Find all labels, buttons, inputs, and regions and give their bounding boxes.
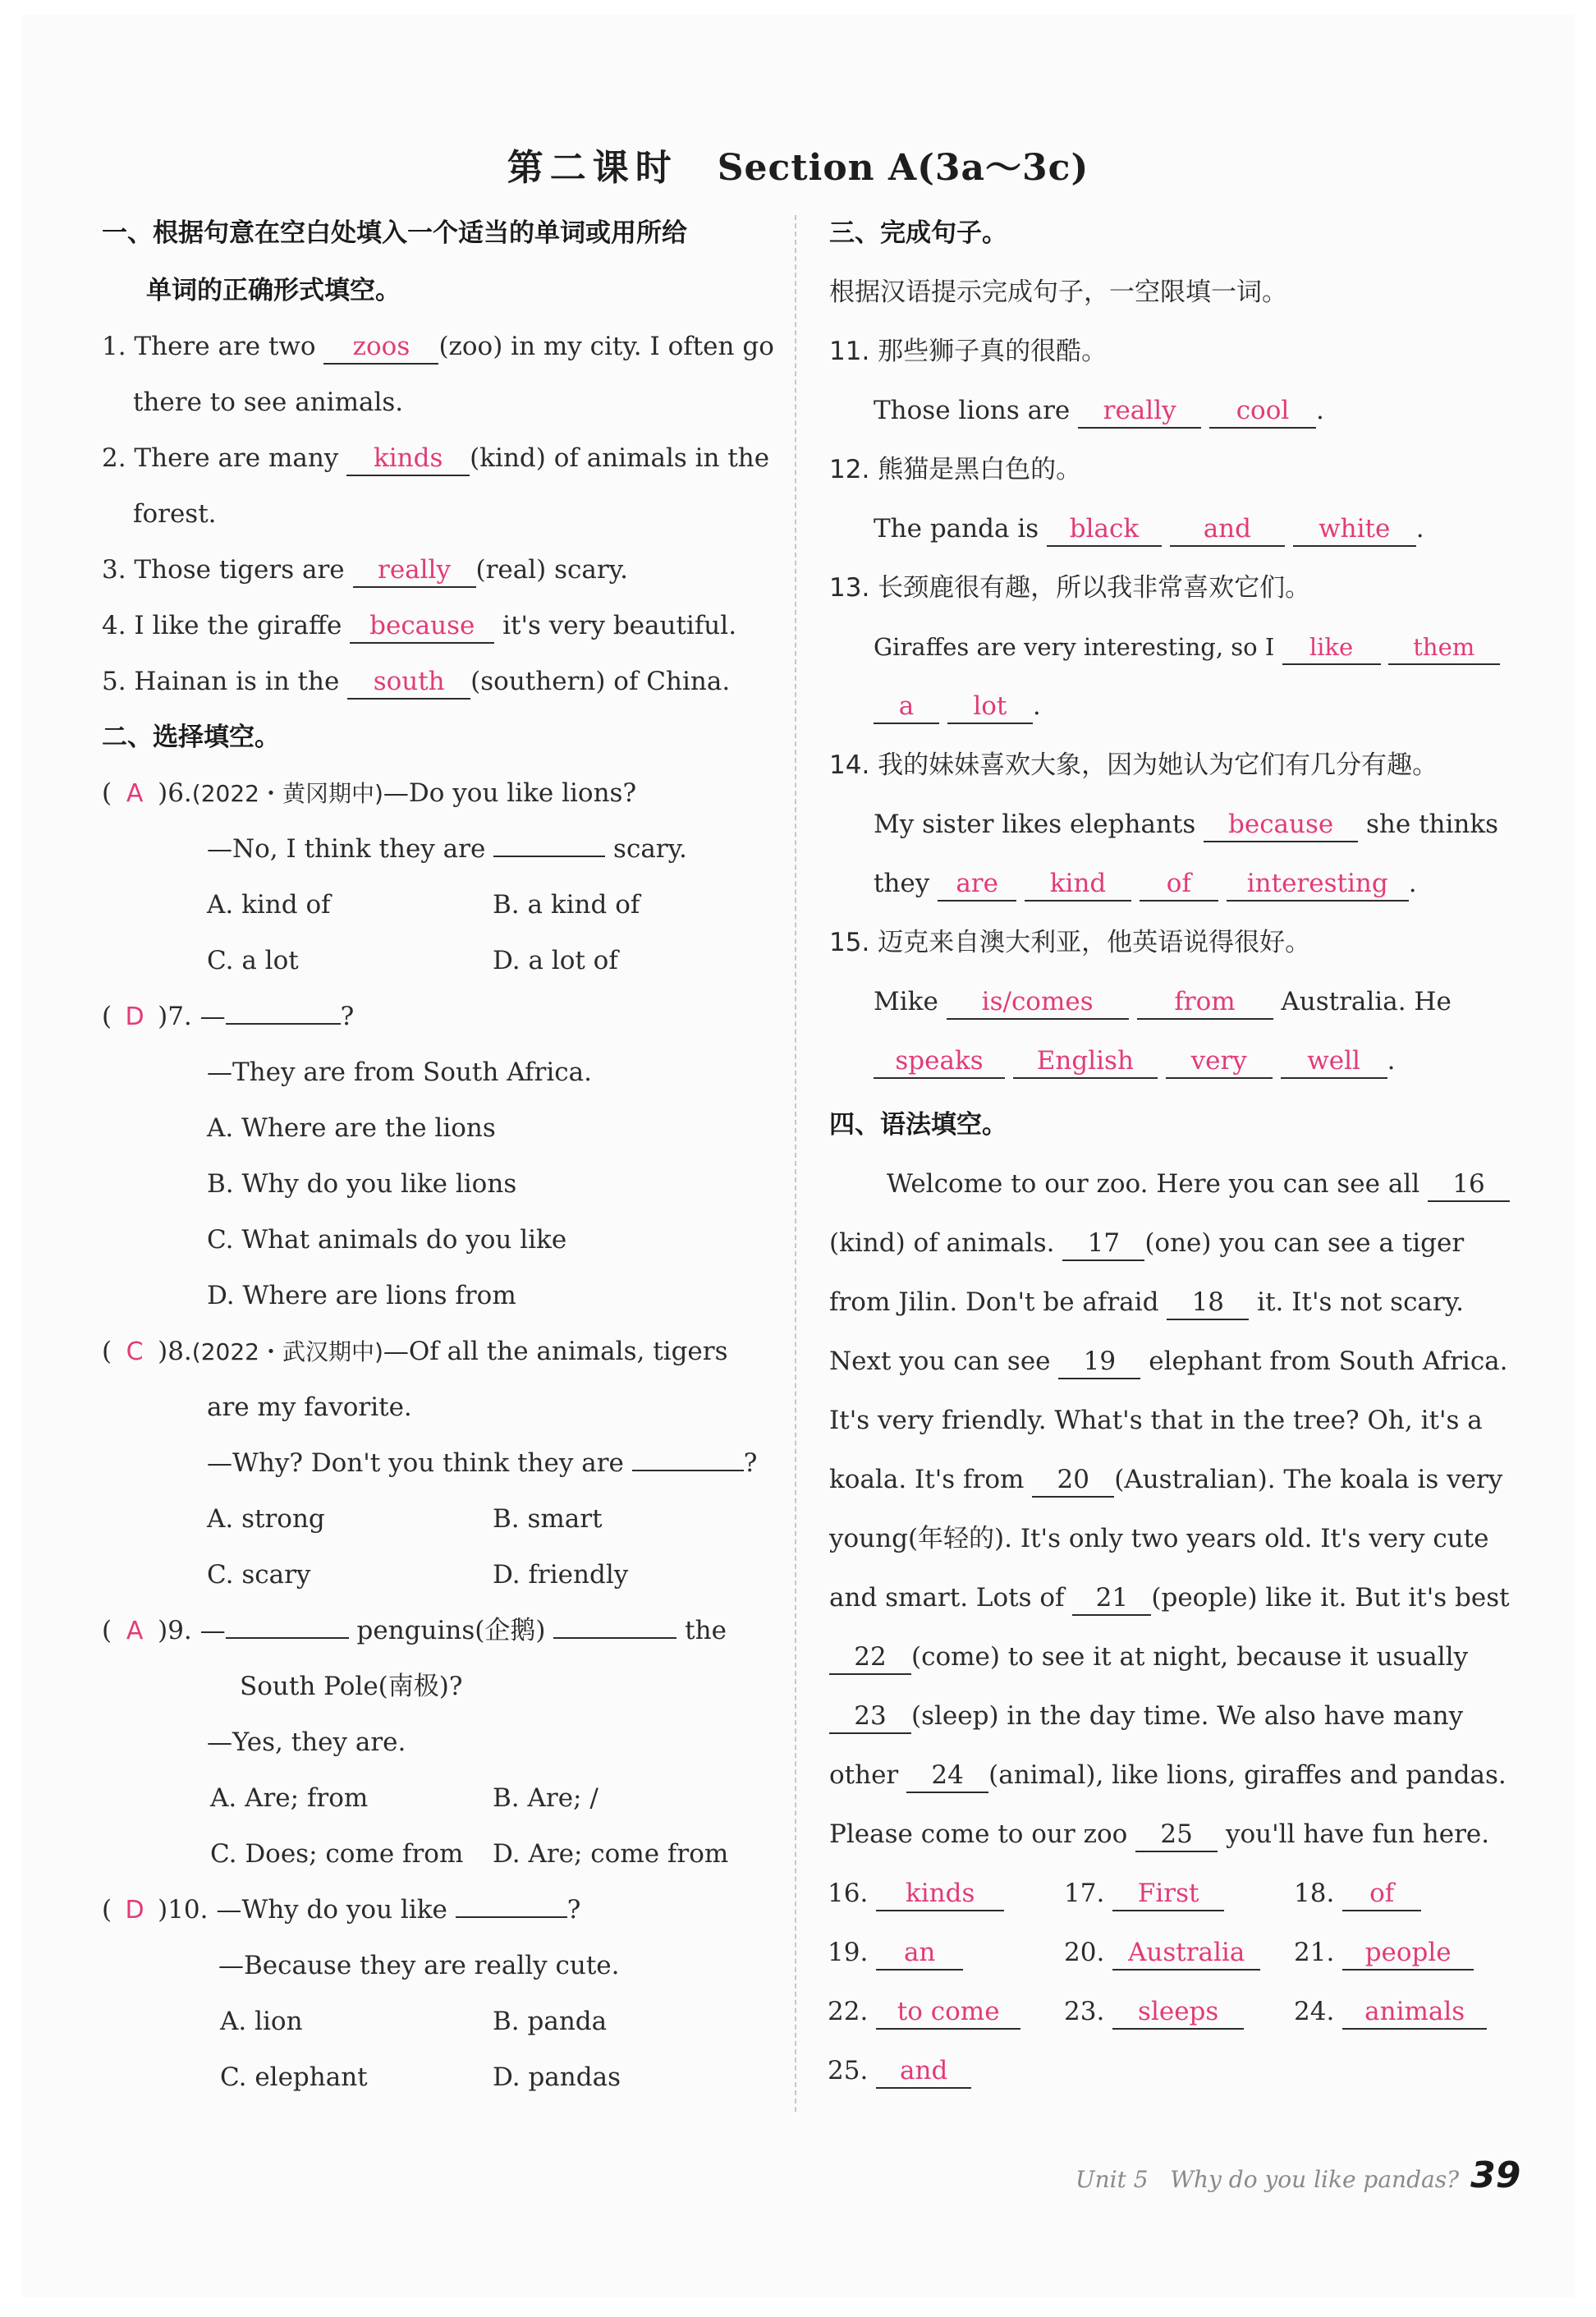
q13-answer-4[interactable]: lot [947, 690, 1033, 724]
q2-line1: 2. There are many kinds (kind) of animals in the [102, 440, 769, 476]
answer-24-value[interactable]: animals [1342, 1995, 1487, 2030]
q10-option-b[interactable]: B. panda [493, 2007, 608, 2036]
q7-option-d[interactable]: D. Where are lions from [207, 1281, 516, 1310]
q15-answer-2[interactable]: from [1137, 985, 1273, 1020]
q1-answer[interactable]: zoos [323, 330, 438, 365]
q13-chinese: 13. 长颈鹿很有趣，所以我非常喜欢它们。 [829, 573, 1311, 603]
answer-21-value[interactable]: people [1342, 1936, 1474, 1971]
q12-answer-2[interactable]: and [1170, 512, 1285, 547]
part4-heading: 四、语法填空。 [829, 1110, 1007, 1140]
passage-line-7: young(年轻的). It's only two years old. It's very cute [829, 1524, 1489, 1553]
q8-option-c[interactable]: C. scary [207, 1560, 311, 1590]
q3-line: 3. Those tigers are really (real) scary. [102, 552, 628, 588]
q8-option-a[interactable]: A. strong [207, 1504, 325, 1534]
q10-choice[interactable]: D [125, 1896, 144, 1925]
answer-22: 22. to come [828, 1994, 1020, 2030]
q4-line: 4. I like the giraffe because it's very beautiful. [102, 608, 736, 644]
q6-option-a[interactable]: A. kind of [207, 890, 331, 920]
footer-unit: Unit 5 [1075, 2166, 1149, 2193]
passage-blank-20: 20 [1032, 1463, 1114, 1498]
q9-option-b[interactable]: B. Are; / [493, 1783, 598, 1813]
q7-blank [226, 1023, 341, 1025]
answer-18: 18. of [1294, 1875, 1421, 1911]
q12-answer-3[interactable]: white [1293, 512, 1416, 547]
passage-line-4: Next you can see 19 elephant from South Africa. [829, 1343, 1508, 1379]
q1-line1: 1. There are two zoos (zoo) in my city. I often go [102, 328, 774, 365]
q3-answer[interactable]: really [353, 553, 476, 588]
passage-blank-21: 21 [1072, 1581, 1151, 1616]
passage-line-2: (kind) of animals. 17 (one) you can see a tiger [829, 1225, 1464, 1261]
q2-answer[interactable]: kinds [346, 442, 470, 476]
q8-line2: are my favorite. [207, 1392, 412, 1422]
passage-blank-24: 24 [906, 1759, 988, 1793]
part2-heading: 二、选择填空。 [102, 723, 280, 752]
q8-line3: —Why? Don't you think they are ? [207, 1448, 758, 1478]
passage-line-11: other 24 (animal), like lions, giraffes and pandas. [829, 1757, 1507, 1793]
q7-stem: ( D )7. — ? [102, 998, 354, 1035]
q5-answer[interactable]: south [347, 665, 470, 700]
q11-answer-2[interactable]: cool [1209, 394, 1316, 429]
q14-chinese: 14. 我的妹妹喜欢大象，因为她认为它们有几分有趣。 [829, 750, 1438, 780]
q7-option-a[interactable]: A. Where are the lions [207, 1113, 496, 1143]
q13-answer-2[interactable]: them [1388, 631, 1500, 665]
passage-blank-16: 16 [1428, 1168, 1510, 1202]
q10-line2: —Because they are really cute. [218, 1951, 620, 1980]
passage-line-10: 23 (sleep) in the day time. We also have many [829, 1698, 1463, 1734]
q13-english-line2: a lot . [874, 688, 1041, 724]
q15-english-line1: Mike is/comes from Australia. He [874, 984, 1452, 1020]
q7-choice[interactable]: D [125, 1003, 144, 1031]
q7-line2: —They are from South Africa. [207, 1058, 592, 1087]
q9-option-a[interactable]: A. Are; from [210, 1783, 369, 1813]
q14-answer-3[interactable]: kind [1025, 867, 1131, 902]
q6-option-b[interactable]: B. a kind of [493, 890, 640, 920]
answer-19-value[interactable]: an [876, 1936, 963, 1971]
answer-17: 17. First [1064, 1875, 1224, 1911]
page-title [0, 138, 1596, 190]
q15-english-line2: speaks English very well . [874, 1043, 1395, 1079]
q13-answer-1[interactable]: like [1282, 631, 1381, 665]
answer-17-value[interactable]: First [1112, 1877, 1224, 1911]
q8-blank [632, 1470, 744, 1471]
q8-option-d[interactable]: D. friendly [493, 1560, 629, 1590]
q11-english: Those lions are really cool . [874, 392, 1324, 429]
passage-blank-19: 19 [1058, 1345, 1140, 1379]
q5-line: 5. Hainan is in the south (southern) of China. [102, 663, 730, 700]
answer-19: 19. an [828, 1934, 963, 1971]
q9-blank-1 [226, 1637, 349, 1639]
answer-20: 20. Australia [1064, 1934, 1260, 1971]
answer-22-value[interactable]: to come [876, 1995, 1020, 2030]
passage-line-9: 22 (come) to see it at night, because it usually [829, 1639, 1468, 1675]
q14-answer-1[interactable]: because [1204, 808, 1358, 842]
lesson-label: 第二课时 [507, 147, 678, 189]
answer-25: 25. and [828, 2053, 971, 2089]
passage-blank-23: 23 [829, 1700, 911, 1734]
answer-23: 23. sleeps [1064, 1994, 1244, 2030]
answer-16: 16. kinds [828, 1875, 1004, 1911]
q14-answer-2[interactable]: are [938, 867, 1016, 902]
passage-line-5: It's very friendly. What's that in the tree? Oh, it's a [829, 1406, 1483, 1435]
q15-answer-6[interactable]: well [1281, 1044, 1387, 1079]
answer-21: 21. people [1294, 1934, 1474, 1971]
q4-answer[interactable]: because [350, 609, 494, 644]
passage-line-6: koala. It's from 20 (Australian). The koala is very [829, 1461, 1502, 1498]
q10-option-c[interactable]: C. elephant [220, 2062, 368, 2092]
answer-20-value[interactable]: Australia [1112, 1936, 1260, 1971]
part1-heading-line1: 一、根据句意在空白处填入一个适当的单词或用所给 [102, 218, 687, 248]
q2-line2: forest. [133, 499, 217, 529]
answer-24: 24. animals [1294, 1994, 1487, 2030]
part3-heading: 三、完成句子。 [829, 218, 1007, 248]
passage-blank-18: 18 [1167, 1286, 1249, 1320]
q8-choice[interactable]: C [126, 1337, 144, 1366]
q13-english-line1: Giraffes are very interesting, so I like them [874, 629, 1500, 665]
answer-23-value[interactable]: sleeps [1112, 1995, 1244, 2030]
q10-stem: ( D )10. —Why do you like ? [102, 1892, 580, 1929]
part1-heading-line2: 单词的正确形式填空。 [146, 276, 401, 305]
q11-chinese: 11. 那些狮子真的很酷。 [829, 337, 1108, 366]
q13-answer-3[interactable]: a [874, 690, 939, 724]
q8-stem: ( C )8.(2022・武汉期中)—Of all the animals, tigers [102, 1333, 727, 1370]
passage-line-12: Please come to our zoo 25 you'll have fun here. [829, 1816, 1489, 1852]
answer-25-value[interactable]: and [876, 2054, 971, 2089]
passage-line-3: from Jilin. Don't be afraid 18 it. It's not scary. [829, 1284, 1464, 1320]
q9-line2: South Pole(南极)? [240, 1672, 463, 1701]
q15-answer-1[interactable]: is/comes [947, 985, 1129, 1020]
q6-stem: ( A )6.(2022・黄冈期中)—Do you like lions? [102, 775, 636, 812]
q6-blank [493, 856, 605, 857]
q9-option-c[interactable]: C. Does; come from [210, 1839, 464, 1869]
q10-blank [456, 1916, 567, 1918]
q6-line2: —No, I think they are scary. [207, 834, 687, 864]
q14-answer-5[interactable]: interesting [1227, 867, 1409, 902]
q6-option-c[interactable]: C. a lot [207, 946, 299, 975]
passage-line-1: Welcome to our zoo. Here you can see all 16 [887, 1166, 1510, 1202]
answer-16-value[interactable]: kinds [876, 1877, 1004, 1911]
q9-blank-2 [553, 1637, 676, 1639]
page-footer [1075, 2154, 1520, 2196]
passage-line-8: and smart. Lots of 21 (people) like it. But it's best [829, 1580, 1510, 1616]
q9-option-d[interactable]: D. Are; come from [493, 1839, 729, 1869]
q15-answer-4[interactable]: English [1013, 1044, 1158, 1079]
q15-answer-3[interactable]: speaks [874, 1044, 1005, 1079]
q15-answer-5[interactable]: very [1166, 1044, 1273, 1079]
q6-option-d[interactable]: D. a lot of [493, 946, 618, 975]
q1-line2: there to see animals. [133, 388, 404, 417]
q8-option-b[interactable]: B. smart [493, 1504, 603, 1534]
q6-choice[interactable]: A [126, 779, 144, 808]
q14-answer-4[interactable]: of [1140, 867, 1218, 902]
footer-topic: Why do you like pandas? [1170, 2166, 1460, 2193]
q15-chinese: 15. 迈克来自澳大利亚，他英语说得很好。 [829, 928, 1311, 957]
passage-blank-22: 22 [829, 1640, 911, 1675]
q10-option-d[interactable]: D. pandas [493, 2062, 621, 2092]
q9-line3: —Yes, they are. [207, 1727, 406, 1757]
q12-chinese: 12. 熊猫是黑白色的。 [829, 455, 1082, 484]
q9-choice[interactable]: A [126, 1617, 144, 1645]
q14-english-line2: they are kind of interesting . [874, 865, 1417, 902]
q10-option-a[interactable]: A. lion [220, 2007, 303, 2036]
q9-stem: ( A )9. — penguins(企鹅) the [102, 1613, 727, 1649]
q12-english: The panda is black and white . [874, 511, 1424, 547]
q12-answer-1[interactable]: black [1047, 512, 1162, 547]
q7-option-b[interactable]: B. Why do you like lions [207, 1169, 517, 1199]
q14-english-line1: My sister likes elephants because she thinks [874, 806, 1498, 842]
q11-answer-1[interactable]: really [1078, 394, 1201, 429]
passage-blank-25: 25 [1135, 1818, 1218, 1852]
page-number: 39 [1470, 2154, 1521, 2196]
q7-option-c[interactable]: C. What animals do you like [207, 1225, 567, 1255]
passage-blank-17: 17 [1062, 1227, 1144, 1261]
answer-18-value[interactable]: of [1342, 1877, 1421, 1911]
part3-instructions: 根据汉语提示完成句子，一空限填一词。 [829, 278, 1287, 307]
section-label: Section A(3a～3c) [717, 147, 1089, 189]
column-divider [795, 215, 796, 2112]
